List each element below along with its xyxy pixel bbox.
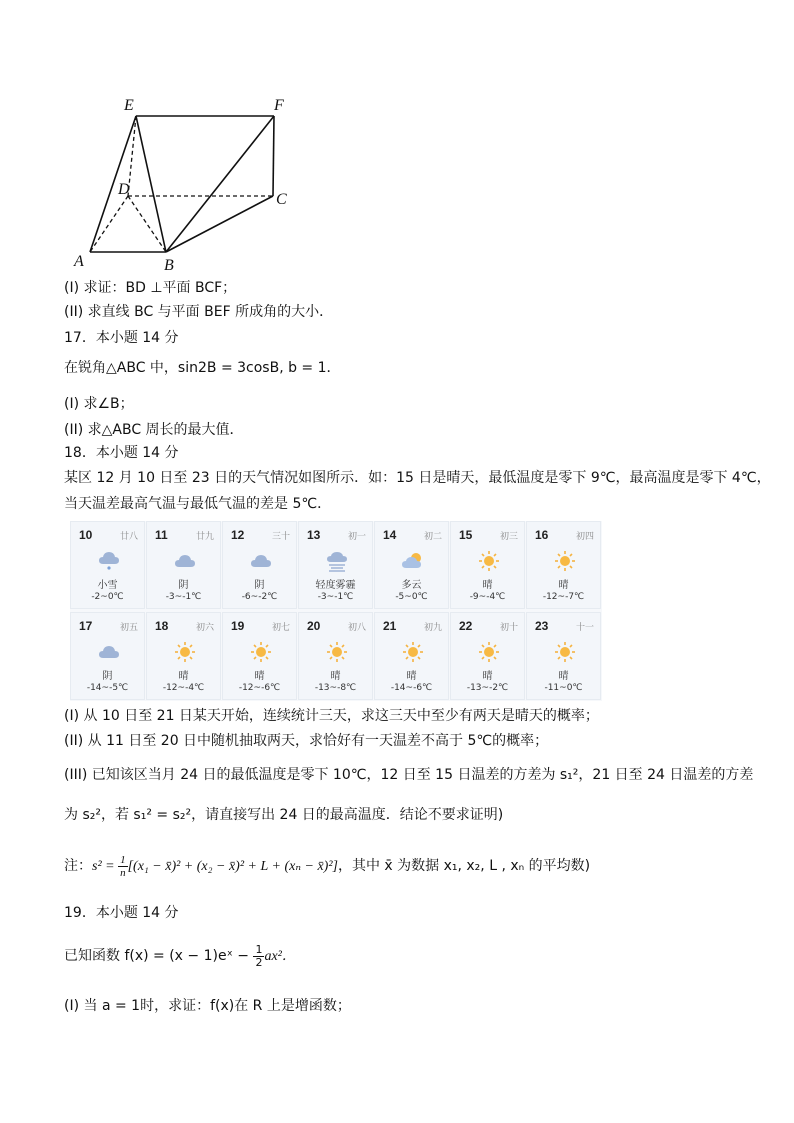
- weather-temperature: -6~-2℃: [241, 592, 278, 602]
- weather-lunar-date: 十一: [575, 623, 594, 633]
- weather-day-14: [374, 521, 449, 609]
- weather-day-12: [222, 521, 297, 609]
- weather-day-22: [450, 612, 525, 700]
- weather-day-23: [526, 612, 601, 700]
- label-F: F: [274, 97, 284, 114]
- weather-day-10: [70, 521, 145, 609]
- sun-icon: [554, 641, 576, 663]
- note-formula: s² =: [92, 859, 119, 874]
- weather-condition: 晴: [330, 671, 341, 682]
- p18-stem-2: 当天温差最高气温与最低气温的差是 5℃．: [64, 496, 332, 512]
- weather-temperature: -11~0℃: [544, 683, 583, 693]
- note-body: [(x₁ − x̄)² + (x₂ − x̄)² + L + (xₙ − x̄)²]: [127, 859, 338, 874]
- p16-question-2: (II) 求直线 BC 与平面 BEF 所成角的大小．: [64, 304, 334, 320]
- weather-day-number: 21: [383, 619, 397, 633]
- weather-day-16: [526, 521, 601, 609]
- note-frac-num: 1: [120, 853, 126, 866]
- weather-day-number: 14: [383, 528, 397, 542]
- weather-lunar-date: 初二: [423, 532, 442, 542]
- p19-fraction: [253, 944, 264, 969]
- p18-question-3b: 为 s₂²，若 s₁² = s₂²，请直接写出 24 日的最高温度．结论不要求证明): [64, 807, 504, 823]
- weather-day-number: 16: [535, 528, 549, 542]
- note-frac-den: n: [120, 866, 126, 879]
- p18-stem-1: 某区 12 月 10 日至 23 日的天气情况如图所示．如：15 日是晴天，最低温度是零下 9℃，最高温度是零下 4℃，: [64, 470, 771, 486]
- weather-day-number: 20: [307, 619, 321, 633]
- p19-stem: [64, 942, 296, 971]
- weather-temperature: -5~0℃: [395, 592, 428, 602]
- sun-icon: [326, 641, 348, 663]
- weather-lunar-date: 初一: [347, 532, 366, 542]
- weather-condition: 小雪: [97, 580, 118, 591]
- p18-question-2: (II) 从 11 日至 20 日中随机抽取两天，求恰好有一天温差不高于 5℃的概率；: [64, 733, 549, 749]
- weather-condition: 晴: [254, 671, 265, 682]
- weather-condition: 晴: [178, 671, 189, 682]
- weather-day-21: [374, 612, 449, 700]
- p17-stem: 在锐角△ABC 中，sin2B = 3cosB, b = 1．: [64, 360, 341, 376]
- weather-lunar-date: 初五: [119, 623, 138, 633]
- weather-temperature: -3~-1℃: [165, 592, 202, 602]
- weather-lunar-date: 廿九: [195, 532, 214, 542]
- sun-icon: [554, 550, 576, 572]
- weather-grid: [70, 521, 602, 701]
- p19-header: 19．本小题 14 分: [64, 905, 179, 921]
- sun-icon: [402, 641, 424, 663]
- weather-lunar-date: 初四: [575, 532, 594, 542]
- weather-day-13: [298, 521, 373, 609]
- weather-lunar-date: 初三: [499, 532, 518, 542]
- cloud-icon: [250, 550, 272, 572]
- p19-frac-den: 2: [255, 955, 263, 969]
- weather-day-20: [298, 612, 373, 700]
- fog-icon: [326, 550, 348, 572]
- weather-day-number: 19: [231, 619, 245, 633]
- weather-day-15: [450, 521, 525, 609]
- weather-day-18: [146, 612, 221, 700]
- weather-condition: 晴: [482, 671, 493, 682]
- weather-lunar-date: 初九: [423, 623, 442, 633]
- cloud-icon: [98, 641, 120, 663]
- p17-header: 17．本小题 14 分: [64, 330, 179, 346]
- p18-note: [64, 852, 590, 881]
- geometry-figure: [70, 92, 300, 272]
- weather-temperature: -9~-4℃: [469, 592, 506, 602]
- weather-condition: 多云: [401, 580, 422, 591]
- weather-day-19: [222, 612, 297, 700]
- p19-question-1: (I) 当 a = 1时，求证：f(x)在 R 上是增函数；: [64, 998, 351, 1014]
- p19-frac-num: 1: [255, 942, 263, 956]
- p18-question-1: (I) 从 10 日至 21 日某天开始，连续统计三天，求这三天中至少有两天是晴天的概率；: [64, 708, 599, 724]
- weather-day-17: [70, 612, 145, 700]
- weather-temperature: -13~-2℃: [466, 683, 509, 693]
- snow-icon: [98, 550, 120, 572]
- weather-temperature: -12~-6℃: [238, 683, 281, 693]
- label-C: C: [276, 191, 287, 208]
- weather-condition: 晴: [482, 580, 493, 591]
- p18-question-3: (III) 已知该区当月 24 日的最低温度是零下 10℃，12 日至 15 日温差的方差为 s₁²，21 日至 24 日温差的方差: [64, 767, 754, 783]
- sun-icon: [478, 550, 500, 572]
- weather-day-number: 13: [307, 528, 321, 542]
- weather-day-number: 15: [459, 528, 473, 542]
- label-D: D: [118, 181, 130, 198]
- weather-lunar-date: 初七: [271, 623, 290, 633]
- weather-temperature: -12~-7℃: [542, 592, 585, 602]
- p17-question-2: (II) 求△ABC 周长的最大值．: [64, 422, 244, 438]
- weather-day-number: 17: [79, 619, 93, 633]
- weather-condition: 阴: [254, 580, 265, 591]
- weather-condition: 轻度雾霾: [315, 580, 356, 591]
- weather-lunar-date: 初六: [195, 623, 214, 633]
- sun-icon: [250, 641, 272, 663]
- weather-condition: 阴: [178, 580, 189, 591]
- weather-condition: 阴: [102, 671, 113, 682]
- note-suffix: ，其中 x̄ 为数据 x₁, x₂, L , xₙ 的平均数): [337, 858, 591, 874]
- weather-temperature: -14~-6℃: [390, 683, 433, 693]
- weather-day-11: [146, 521, 221, 609]
- weather-temperature: -3~-1℃: [317, 592, 354, 602]
- weather-lunar-date: 初八: [347, 623, 366, 633]
- label-B: B: [164, 257, 174, 272]
- cloud-icon: [174, 550, 196, 572]
- p17-question-1: (I) 求∠B；: [64, 396, 134, 412]
- p18-header: 18．本小题 14 分: [64, 445, 179, 461]
- weather-day-number: 10: [79, 528, 93, 542]
- label-E: E: [124, 97, 134, 114]
- weather-temperature: -2~0℃: [91, 592, 124, 602]
- weather-day-number: 11: [155, 528, 168, 542]
- weather-temperature: -12~-4℃: [162, 683, 205, 693]
- weather-temperature: -13~-8℃: [314, 683, 357, 693]
- weather-condition: 晴: [558, 580, 569, 591]
- partly-icon: [402, 550, 424, 572]
- sun-icon: [478, 641, 500, 663]
- weather-day-number: 18: [155, 619, 169, 633]
- weather-condition: 晴: [406, 671, 417, 682]
- note-fraction: [118, 854, 128, 879]
- p19-stem-text: 已知函数 f(x) = (x − 1)eˣ −: [64, 948, 254, 964]
- weather-condition: 晴: [558, 671, 569, 682]
- weather-lunar-date: 三十: [271, 532, 290, 542]
- weather-lunar-date: 初十: [499, 623, 518, 633]
- weather-day-number: 22: [459, 619, 473, 633]
- weather-temperature: -14~-5℃: [86, 683, 129, 693]
- p16-question-1: (I) 求证：BD ⊥平面 BCF；: [64, 280, 237, 296]
- weather-lunar-date: 廿八: [119, 532, 138, 542]
- p19-stem-tail: ax²．: [264, 949, 296, 964]
- note-prefix: 注：: [64, 858, 92, 874]
- weather-day-number: 23: [535, 619, 549, 633]
- weather-day-number: 12: [231, 528, 245, 542]
- sun-icon: [174, 641, 196, 663]
- label-A: A: [74, 253, 84, 270]
